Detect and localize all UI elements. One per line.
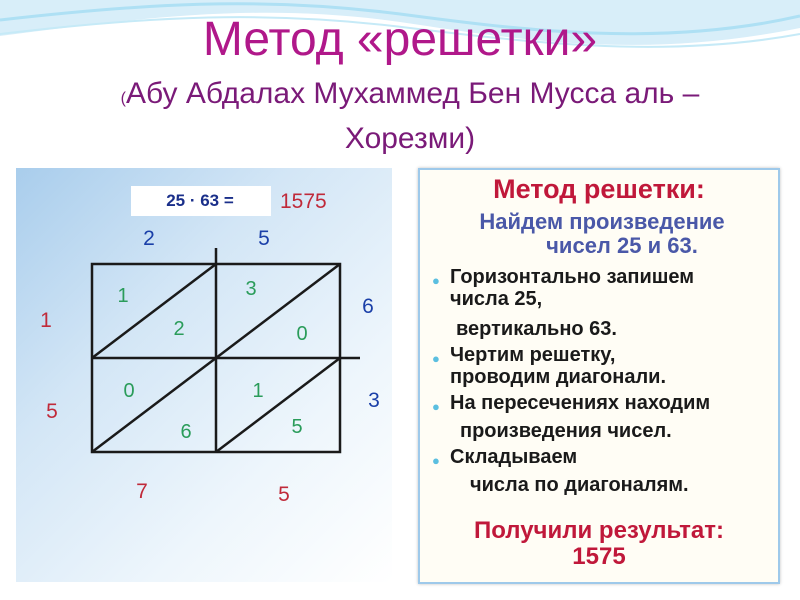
- steps-list: [430, 266, 778, 500]
- list-item: ● Складываем числа по диагоналям.: [432, 446, 689, 496]
- subtitle-line-1: Абу Абдалах Мухаммед Бен Мусса аль –: [125, 77, 700, 110]
- answer-text: 1575: [280, 190, 327, 213]
- list-item: ● Горизонтально запишем числа 25, вертикально 63.: [432, 266, 695, 340]
- lattice-grid: [92, 248, 360, 452]
- result-value: 1575: [572, 543, 626, 570]
- bullet-icon: ●: [432, 273, 440, 288]
- list-item: ● На пересечениях находим произведения чисел.: [432, 392, 711, 442]
- equation-text: 25 · 63 =: [166, 191, 234, 210]
- explanation-title: Метод решетки:: [493, 174, 705, 204]
- bullet-icon: ●: [432, 351, 440, 366]
- cell-2-units: 0: [296, 323, 308, 345]
- result-text: [420, 518, 778, 570]
- right-digit-1: 6: [362, 295, 374, 318]
- cell-4-units: 5: [291, 416, 303, 438]
- bullet-icon: ●: [432, 399, 440, 414]
- cell-3-units: 6: [180, 421, 192, 443]
- explanation-intro: [432, 210, 772, 258]
- left-digit-1: 1: [40, 309, 52, 332]
- top-digit-2: 5: [258, 227, 270, 250]
- cell-1-tens: 1: [117, 285, 129, 307]
- bullet-icon: ●: [432, 453, 440, 468]
- explanation-panel: [418, 168, 780, 584]
- list-item: ● Чертим решетку, проводим диагонали.: [432, 344, 666, 388]
- bottom-digit-2: 5: [278, 483, 290, 506]
- top-digit-1: 2: [143, 227, 155, 250]
- cell-2-tens: 3: [245, 278, 257, 300]
- page-title: Метод «решетки»: [202, 13, 598, 66]
- intro-line-2: чисел 25 и 63.: [546, 233, 698, 258]
- result-line-1: Получили результат:: [473, 517, 725, 544]
- subtitle-line-2: Хорезми): [344, 122, 476, 155]
- left-digit-2: 5: [46, 400, 58, 423]
- intro-line-1: Найдем произведение: [479, 209, 725, 234]
- bottom-digit-1: 7: [136, 480, 148, 503]
- cell-1-units: 2: [173, 318, 185, 340]
- subtitle-open-paren: (: [120, 90, 126, 107]
- page-subtitle: [40, 74, 780, 159]
- lattice-diagram: [16, 168, 392, 582]
- right-digit-2: 3: [368, 389, 380, 412]
- cell-4-tens: 1: [252, 380, 264, 402]
- cell-3-tens: 0: [123, 380, 135, 402]
